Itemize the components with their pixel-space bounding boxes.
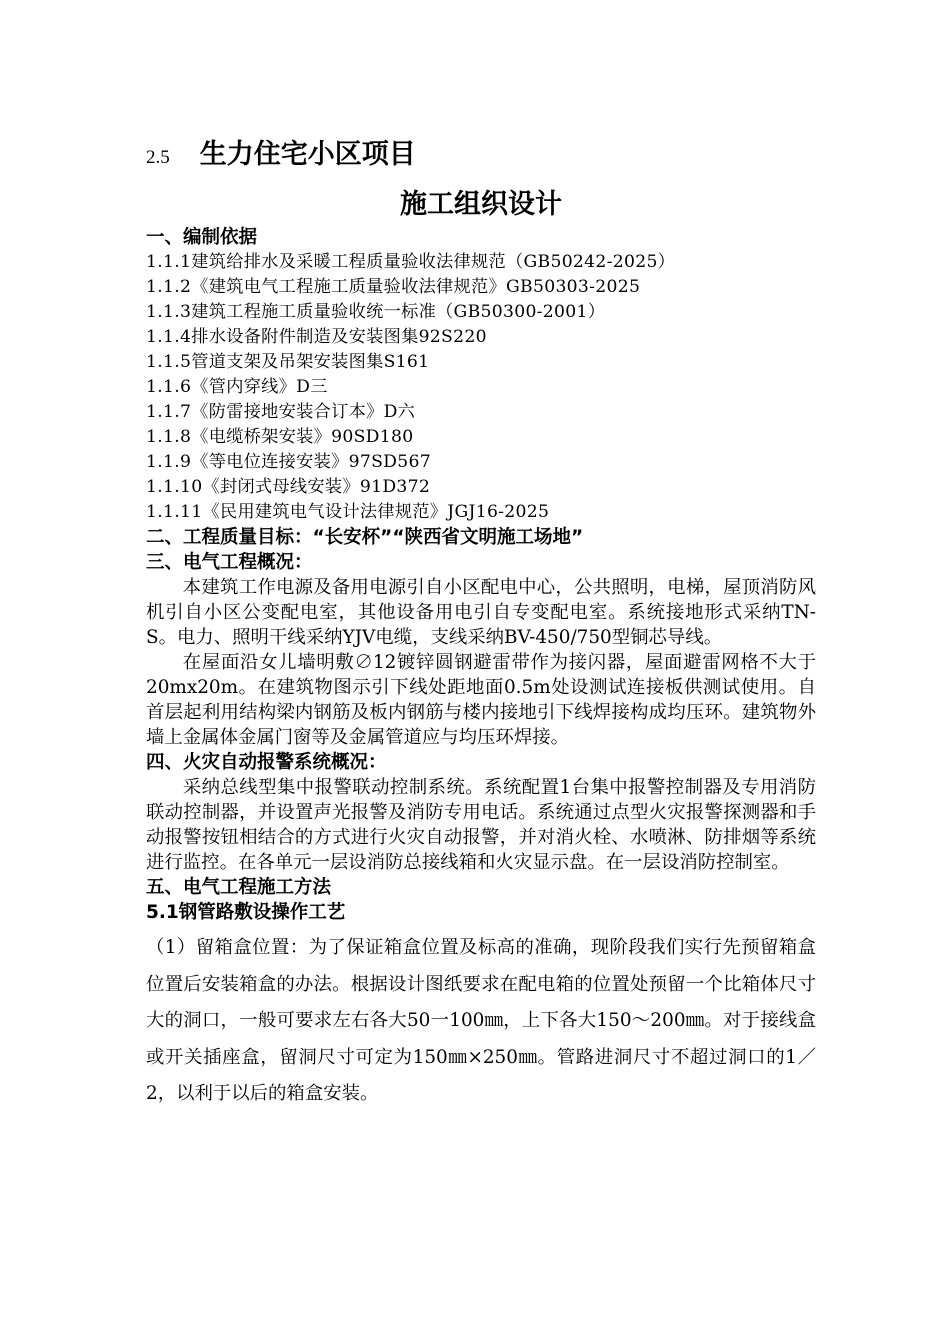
list-item: 1.1.2《建筑电气工程施工质量验收法律规范》GB50303-2025 bbox=[146, 277, 641, 297]
document-body bbox=[146, 225, 816, 1113]
section-number: 2.5 bbox=[146, 147, 170, 168]
list-item: 1.1.10《封闭式母线安装》91D372 bbox=[146, 477, 431, 497]
list-item: 1.1.3建筑工程施工质量验收统一标准（GB50300-2001） bbox=[146, 302, 606, 322]
reference-list bbox=[146, 250, 816, 525]
section-heading-basis: 一、编制依据 bbox=[146, 227, 258, 248]
list-item: 1.1.7《防雷接地安装合订本》D六 bbox=[146, 402, 416, 422]
section-heading-construction-method: 五、电气工程施工方法 bbox=[146, 877, 332, 898]
title-row bbox=[146, 132, 416, 171]
list-item: 1.1.5管道支架及吊架安装图集S161 bbox=[146, 352, 430, 372]
paragraph-lightning-protection: 在屋面沿女儿墙明敷∅12镀锌圆钢避雷带作为接闪器，屋面避雷网格不大于20mx20m。在建筑物图示引下线处距地面0.5m处设测试连接板供测试使用。自首层起利用结构梁内钢筋及板内钢筋与楼内接地引下线焊接构成均压环。建筑物外墙上金属体金属门窗等及金属管道应与均压环焊接。 bbox=[146, 652, 816, 748]
list-item: 1.1.6《管内穿线》D三 bbox=[146, 377, 328, 397]
section-heading-quality-goal: 二、工程质量目标：“长安杯”“陕西省文明施工场地” bbox=[146, 527, 584, 548]
list-item: 1.1.1建筑给排水及采暖工程质量验收法律规范（GB50242-2025） bbox=[146, 252, 676, 272]
paragraph-fire-alarm: 采纳总线型集中报警联动控制系统。系统配置1台集中报警控制器及专用消防联动控制器，并设置声光报警及消防专用电话。系统通过点型火灾报警探测器和手动报警按钮相结合的方式进行火灾自动报警，并对消火栓、水喷淋、防排烟等系统进行监控。在各单元一层设消防总接线箱和火灾显示盘。在一层设消防控制室。 bbox=[146, 777, 816, 873]
list-item: 1.1.11《民用建筑电气设计法律规范》JGJ16-2025 bbox=[146, 502, 550, 522]
list-item: 1.1.4排水设备附件制造及安装图集92S220 bbox=[146, 327, 487, 347]
list-item: 1.1.8《电缆桥架安装》90SD180 bbox=[146, 427, 414, 447]
section-heading-electrical-overview: 三、电气工程概况： bbox=[146, 552, 313, 573]
document-subtitle: 施工组织设计 bbox=[400, 189, 562, 220]
paragraph-power-supply: 本建筑工作电源及备用电源引自小区配电中心，公共照明，电梯，屋顶消防风机引自小区公变配电室，其他设备用电引自专变配电室。系统接地形式采纳TN-S。电力、照明干线采纳YJV电缆，支线采纳BV-450/750型铜芯导线。 bbox=[146, 577, 816, 648]
list-item: 1.1.9《等电位连接安装》97SD567 bbox=[146, 452, 431, 472]
subsection-heading-conduit: 5.1钢管路敷设操作工艺 bbox=[146, 902, 346, 923]
section-heading-fire-alarm: 四、火灾自动报警系统概况： bbox=[146, 752, 387, 773]
paragraph-box-reservation: （1）留箱盒位置：为了保证箱盒位置及标高的准确，现阶段我们实行先预留箱盒位置后安装箱盒的办法。根据设计图纸要求在配电箱的位置处预留一个比箱体尺寸大的洞口，一般可要求左右各大50一100㎜，上下各大150～200㎜。对于接线盒或开关插座盒，留洞尺寸可定为150㎜×250㎜。管路进洞尺寸不超过洞口的1／2，以利于以后的箱盒安装。 bbox=[146, 937, 816, 1104]
document-title: 生力住宅小区项目 bbox=[199, 139, 416, 170]
